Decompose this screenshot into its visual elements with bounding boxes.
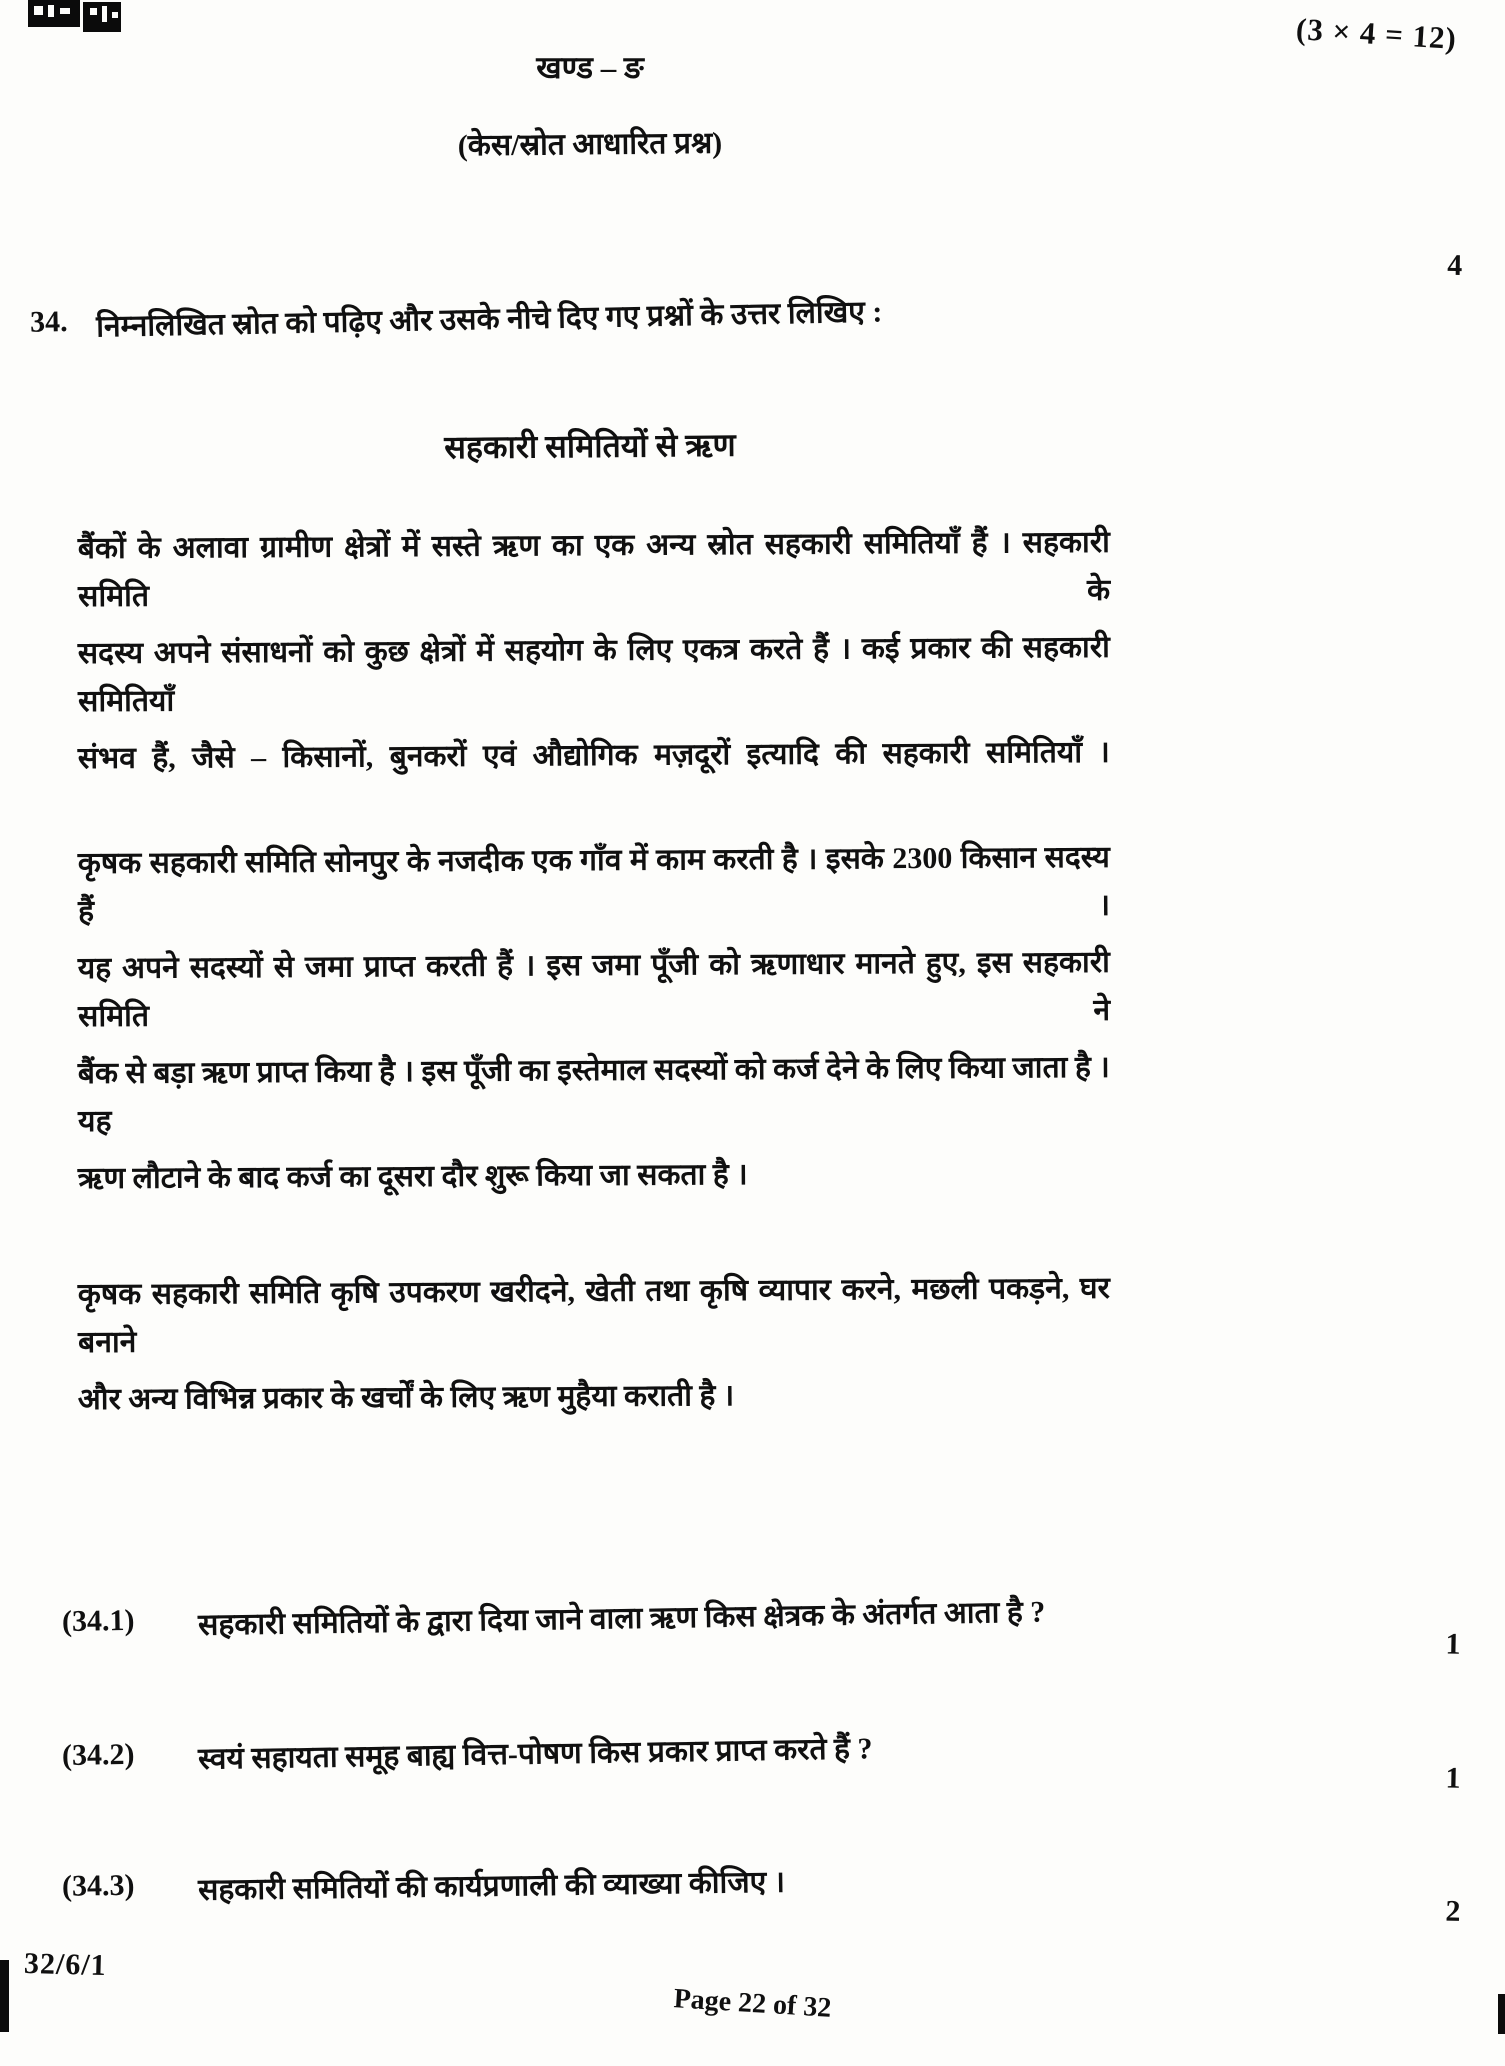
subquestion-row (61, 1583, 1461, 1661)
question-number: 34. (29, 305, 68, 339)
source-para1-line: संभव हैं, जैसे – किसानों, बुनकरों एवं औद्योगिक मज़दूरों इत्यादि की सहकारी समितियाँ । (77, 735, 1110, 776)
source-para1-line: बैंकों के अलावा ग्रामीण क्षेत्रों में सस्ते ऋण का एक अन्य स्रोत सहकारी समितियाँ हैं । सहकारी समिति के (77, 525, 1111, 614)
source-paragraph-1 (78, 522, 1110, 1257)
page-indicator: Page 22 of 32 (672, 1983, 833, 2024)
source-paragraph-2 (78, 1268, 1110, 1478)
subquestion-row (61, 1850, 1461, 1928)
subquestion-row (61, 1717, 1461, 1795)
source-para1-line: सदस्य अपने संसाधनों को कुछ क्षेत्रों में सहयोग के लिए एकत्र करते हैं । कई प्रकार की सहकारी समितियाँ (77, 630, 1110, 719)
source-title: सहकारी समितियों से ऋण (444, 426, 736, 466)
section-marks-scheme: (3 × 4 = 12) (1295, 11, 1458, 56)
section-subtitle: (केस/स्रोत आधारित प्रश्न) (457, 126, 723, 163)
question-row (29, 248, 1463, 346)
subquestion-number: (34.2) (61, 1737, 135, 1772)
source-para1-line: बैंक से बड़ा ऋण प्राप्त किया है । इस पूँजी का इस्तेमाल सदस्यों को कर्ज देने के लिए किया जाता है । यह (77, 1050, 1110, 1139)
page-edge-mark-right (1498, 1994, 1505, 2034)
source-para2-line: कृषक सहकारी समिति कृषि उपकरण खरीदने, खेती तथा कृषि व्यापार करने, मछली पकड़ने, घर बनाने (77, 1271, 1110, 1360)
source-para1-line: यह अपने सदस्यों से जमा प्राप्त करती हैं । इस जमा पूँजी को ऋणाधार मानते हुए, इस सहकारी समिति ने (77, 945, 1111, 1034)
source-para1-line: ऋण लौटाने के बाद कर्ज का दूसरा दौर शुरू किया जा सकता है । (77, 1158, 748, 1196)
source-para2-line: और अन्य विभिन्न प्रकार के खर्चों के लिए ऋण मुहैया कराती है । (77, 1379, 735, 1417)
subquestion-marks: 2 (1445, 1894, 1461, 1928)
question-text: निम्नलिखित स्रोत को पढ़िए और उसके नीचे दिए गए प्रश्नों के उत्तर लिखिए : (95, 295, 883, 344)
question-marks: 4 (1447, 248, 1463, 282)
subquestion-marks: 1 (1445, 1627, 1461, 1661)
subquestion-text: स्वयं सहायता समूह बाह्य वित्त-पोषण किस प्रकार प्राप्त करते हैं ? (197, 1732, 873, 1776)
subquestion-number: (34.3) (61, 1868, 135, 1903)
subquestion-number: (34.1) (61, 1603, 135, 1638)
subquestion-marks: 1 (1445, 1761, 1461, 1795)
paper-code: 32/6/1 (23, 1946, 108, 1983)
subquestion-text: सहकारी समितियों के द्वारा दिया जाने वाला ऋण किस क्षेत्रक के अंतर्गत आता है ? (197, 1595, 1046, 1642)
section-title: खण्ड – ङ (536, 50, 644, 85)
corner-stamp-icon (28, 0, 128, 41)
source-para1-line: कृषक सहकारी समिति सोनपुर के नजदीक एक गाँव में काम करती है । इसके 2300 किसान सदस्य हैं । (77, 840, 1111, 929)
subquestion-text: सहकारी समितियों की कार्यप्रणाली की व्याख्या कीजिए । (197, 1865, 786, 1907)
